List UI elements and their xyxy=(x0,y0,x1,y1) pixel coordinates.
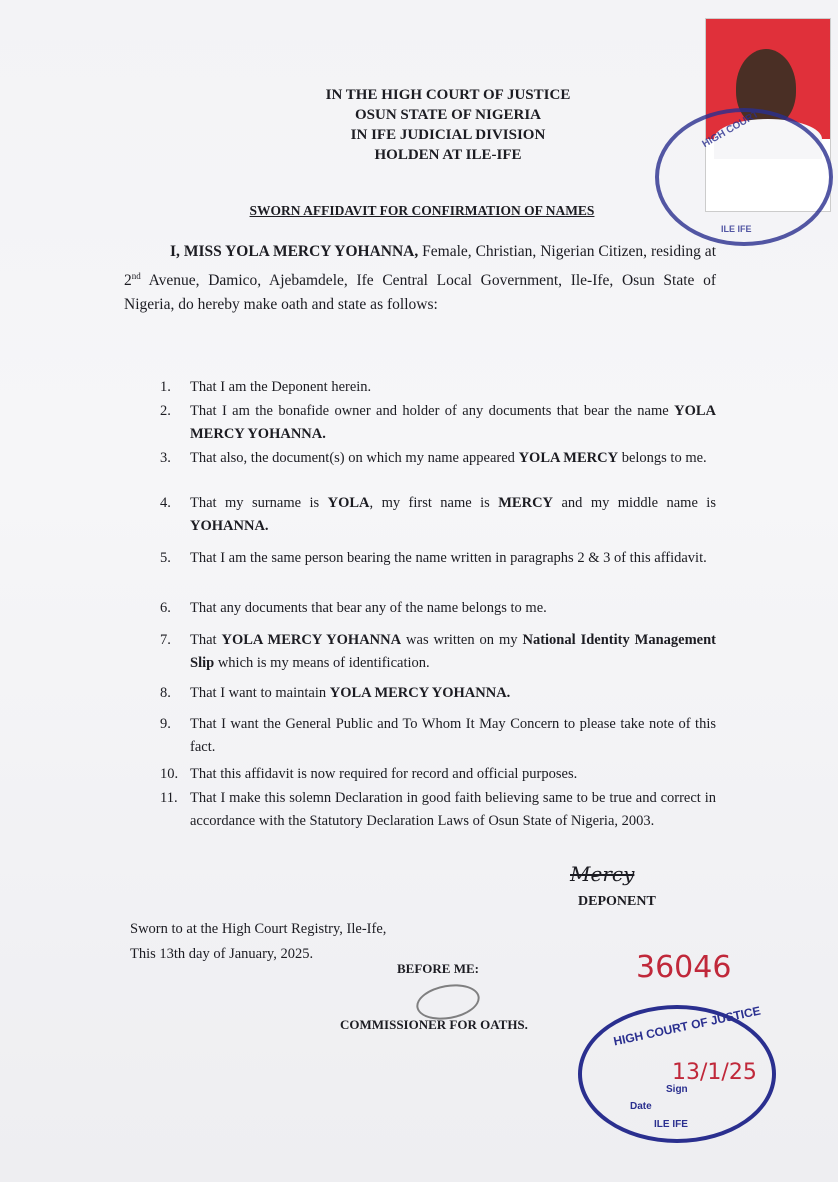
high-court-stamp: HIGH COURT OF JUSTICE Sign Date ILE IFE xyxy=(578,1005,776,1143)
text: That I want to maintain xyxy=(190,685,330,701)
item-number: 6. xyxy=(160,600,171,616)
text: That any documents that bear any of the name belongs to me. xyxy=(190,600,547,616)
court-header: IN THE HIGH COURT OF JUSTICE OSUN STATE OF NIGERIA IN IFE JUDICIAL DIVISION HOLDEN AT ILE-IFE xyxy=(325,87,571,163)
item-text xyxy=(190,713,716,759)
bold-text: YOLA MERCY YOHANNA. xyxy=(190,403,716,442)
before-me-label: BEFORE ME: xyxy=(397,961,479,976)
statement-item xyxy=(160,447,716,470)
text: That xyxy=(190,632,222,648)
statement-item xyxy=(160,597,716,620)
text: That I am the same person bearing the name written in paragraphs 2 & 3 of this affidavit. xyxy=(190,550,707,566)
item-text xyxy=(190,787,716,833)
item-text xyxy=(190,492,716,538)
handwritten-date: 13/1/25 xyxy=(672,1060,757,1085)
item-text xyxy=(190,763,716,786)
text: That my surname is xyxy=(190,495,328,511)
deponent-label: DEPONENT xyxy=(578,894,656,909)
item-number: 7. xyxy=(160,632,171,648)
text: and my middle name is xyxy=(553,495,716,511)
text: was written on my xyxy=(401,632,523,648)
item-number: 11. xyxy=(160,790,178,806)
item-number: 8. xyxy=(160,685,171,701)
item-number: 9. xyxy=(160,716,171,732)
statement-item xyxy=(160,400,716,446)
bold-text: YOLA MERCY xyxy=(518,450,619,466)
item-number: 1. xyxy=(160,379,171,395)
statement-item xyxy=(160,376,716,399)
item-text xyxy=(190,629,716,675)
deponent-name: I, MISS YOLA MERCY YOHANNA, xyxy=(170,243,419,260)
handwritten-number: 36046 xyxy=(636,950,732,985)
statement-item xyxy=(160,547,716,570)
text: That I am the Deponent herein. xyxy=(190,379,372,395)
item-text xyxy=(190,682,716,705)
statement-item xyxy=(160,682,716,705)
item-number: 5. xyxy=(160,550,171,566)
statement-item xyxy=(160,492,716,538)
statement-item xyxy=(160,763,716,786)
deponent-signature: Mercy xyxy=(570,862,635,886)
text: belongs to me. xyxy=(618,450,707,466)
statement-item xyxy=(160,629,716,675)
item-text xyxy=(190,547,716,570)
statement-item xyxy=(160,787,716,833)
statement-item xyxy=(160,713,716,759)
photo-court-stamp: HIGH COURT ILE IFE xyxy=(655,108,833,246)
text: That I want the General Public and To Whom It May Concern to please take note of this fact. xyxy=(190,716,716,755)
text: That I am the bonafide owner and holder of any documents that bear the name xyxy=(190,403,675,419)
bold-text: MERCY xyxy=(498,495,554,511)
bold-text: YOLA xyxy=(327,495,370,511)
text: which is my means of identification. xyxy=(214,655,430,671)
bold-text: National Identity Management Slip xyxy=(190,632,717,671)
sworn-statement: Sworn to at the High Court Registry, Ile-Ife, This 13th day of January, 2025. xyxy=(130,921,387,962)
item-number: 10. xyxy=(160,766,179,782)
item-number: 4. xyxy=(160,495,171,511)
bold-text: YOLA MERCY YOHANNA. xyxy=(329,685,511,701)
bold-text: YOLA MERCY YOHANNA xyxy=(221,632,402,648)
item-text xyxy=(190,597,716,620)
text: That this affidavit is now required for record and official purposes. xyxy=(190,766,578,782)
item-number: 2. xyxy=(160,403,171,419)
text: That I make this solemn Declaration in good faith believing same to be true and correct in accordance with the Statutory Declaration Laws of Osun State of Nigeria, 2003. xyxy=(190,790,716,829)
intro-paragraph: I, MISS YOLA MERCY YOHANNA, Female, Christian, Nigerian Citizen, residing at 2nd Avenue, Damico, Ajebamdele, Ife Central Local Government, Ile-Ife, Osun State of Nigeria, do hereby make oath and state as follows: xyxy=(124,243,716,314)
item-text xyxy=(190,376,716,399)
document-title: SWORN AFFIDAVIT FOR CONFIRMATION OF NAMES xyxy=(249,203,595,218)
bold-text: YOHANNA. xyxy=(190,518,269,534)
item-text xyxy=(190,400,716,446)
text: , my first name is xyxy=(369,495,499,511)
item-number: 3. xyxy=(160,450,171,466)
commissioner-label: COMMISSIONER FOR OATHS. xyxy=(340,1017,528,1032)
item-text xyxy=(190,447,716,470)
text: That also, the document(s) on which my name appeared xyxy=(190,450,519,466)
